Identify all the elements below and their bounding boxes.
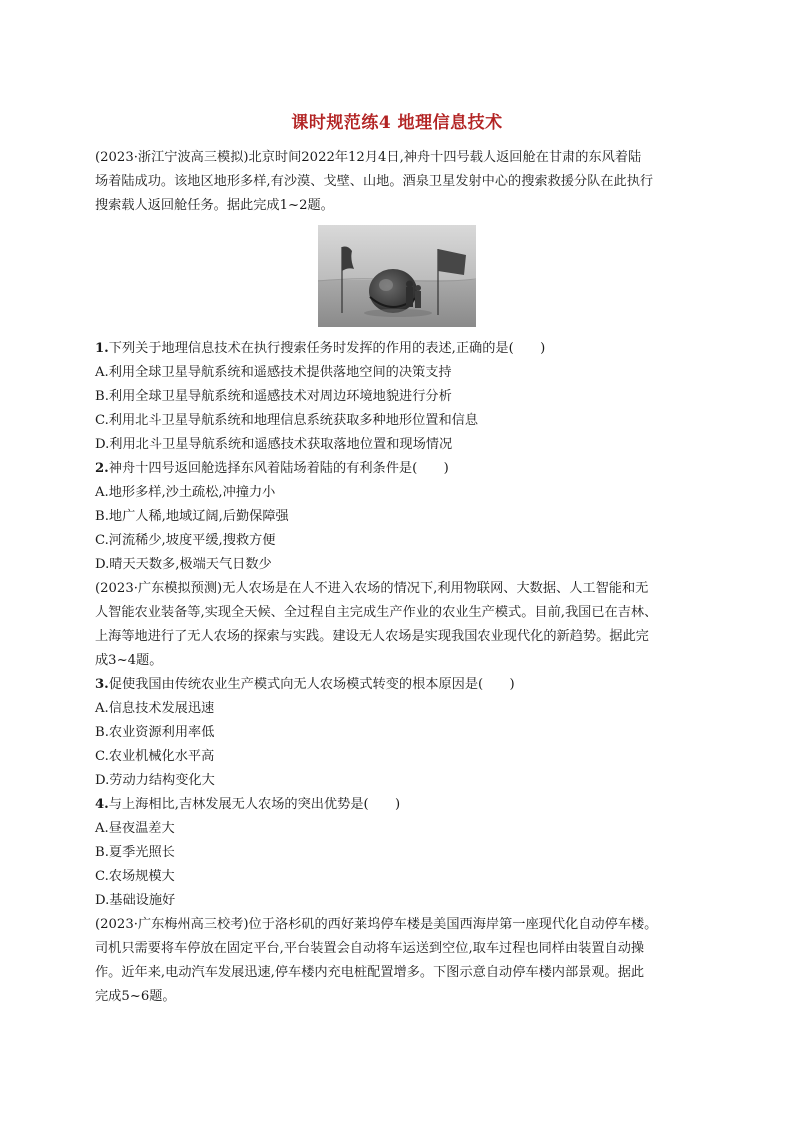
passage-line: 作。近年来,电动汽车发展迅速,停车楼内充电桩配置增多。下图示意自动停车楼内部景观。据此 bbox=[95, 965, 645, 980]
passage-2 bbox=[95, 577, 700, 673]
passage-line: 人智能农业装备等,实现全天候、全过程自主完成生产作业的农业生产模式。目前,我国已在吉林、 bbox=[95, 605, 658, 620]
passage-3 bbox=[95, 913, 700, 1009]
option-3b: B.农业资源利用率低 bbox=[95, 725, 215, 740]
page-title: 课时规范练4 地理信息技术 bbox=[291, 113, 503, 133]
question-2 bbox=[95, 457, 700, 481]
option-1a: A.利用全球卫星导航系统和遥感技术提供落地空间的决策支持 bbox=[95, 365, 452, 380]
option-2d: D.晴天天数多,极端天气日数少 bbox=[95, 557, 272, 572]
question-number: 1. bbox=[95, 341, 109, 356]
option-1d: D.利用北斗卫星导航系统和遥感技术获取落地位置和现场情况 bbox=[95, 437, 453, 452]
question-number: 3. bbox=[95, 677, 109, 692]
option-2a: A.地形多样,沙土疏松,冲撞力小 bbox=[95, 485, 276, 500]
question-4 bbox=[95, 793, 700, 817]
passage-1 bbox=[95, 146, 700, 218]
passage-line: (2023·广东模拟预测)无人农场是在人不进入农场的情况下,利用物联网、大数据、人工智能和无 bbox=[95, 581, 649, 596]
question-text: 神舟十四号返回舱选择东风着陆场着陆的有利条件是( ) bbox=[108, 461, 449, 476]
option-4a: A.昼夜温差大 bbox=[95, 821, 175, 836]
question-text: 与上海相比,吉林发展无人农场的突出优势是( ) bbox=[108, 797, 401, 812]
option-4d: D.基础设施好 bbox=[95, 893, 176, 908]
question-number: 2. bbox=[95, 461, 109, 476]
option-1b: B.利用全球卫星导航系统和遥感技术对周边环境地貌进行分析 bbox=[95, 389, 452, 404]
passage-line: 场着陆成功。该地区地形多样,有沙漠、戈壁、山地。酒泉卫星发射中心的搜索救援分队在此执行 bbox=[95, 174, 654, 189]
passage-line: (2023·浙江宁波高三模拟)北京时间2022年12月4日,神舟十四号载人返回舱在甘肃的东风着陆 bbox=[95, 150, 642, 165]
passage-line: (2023·广东梅州高三校考)位于洛杉矶的西好莱坞停车楼是美国西海岸第一座现代化自动停车楼。 bbox=[95, 917, 658, 932]
question-number: 4. bbox=[95, 797, 109, 812]
return-capsule-photo bbox=[318, 225, 476, 327]
question-3 bbox=[95, 673, 700, 697]
option-1c: C.利用北斗卫星导航系统和地理信息系统获取多种地形位置和信息 bbox=[95, 413, 479, 428]
question-text: 下列关于地理信息技术在执行搜索任务时发挥的作用的表述,正确的是( ) bbox=[108, 341, 546, 356]
option-4b: B.夏季光照长 bbox=[95, 845, 175, 860]
option-3d: D.劳动力结构变化大 bbox=[95, 773, 215, 788]
option-4c: C.农场规模大 bbox=[95, 869, 175, 884]
passage-line: 搜索载人返回舱任务。据此完成1~2题。 bbox=[95, 198, 334, 213]
passage-line: 成3~4题。 bbox=[95, 653, 163, 668]
question-text: 促使我国由传统农业生产模式向无人农场模式转变的根本原因是( ) bbox=[108, 677, 515, 692]
option-3a: A.信息技术发展迅速 bbox=[95, 701, 215, 716]
option-3c: C.农业机械化水平高 bbox=[95, 749, 215, 764]
passage-line: 上海等地进行了无人农场的探索与实践。建设无人农场是实现我国农业现代化的新趋势。据此完 bbox=[95, 629, 649, 644]
passage-line: 司机只需要将车停放在固定平台,平台装置会自动将车运送到空位,取车过程也同样由装置自动操 bbox=[95, 941, 645, 956]
option-2c: C.河流稀少,坡度平缓,搜救方便 bbox=[95, 533, 276, 548]
option-2b: B.地广人稀,地域辽阔,后勤保障强 bbox=[95, 509, 289, 524]
passage-line: 完成5~6题。 bbox=[95, 989, 176, 1004]
question-1 bbox=[95, 337, 700, 361]
